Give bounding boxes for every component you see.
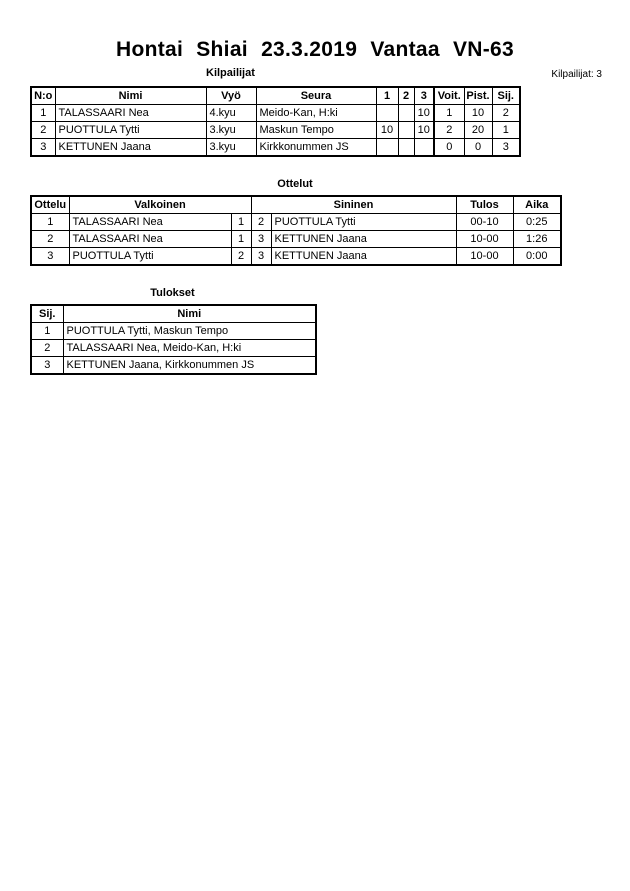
table-row xyxy=(31,139,520,157)
cell-sij: 2 xyxy=(31,340,63,357)
cell-no: 1 xyxy=(31,105,55,122)
table-row xyxy=(31,248,561,266)
cell-sij: 2 xyxy=(492,105,520,122)
col-nimi: Nimi xyxy=(63,305,316,323)
cell-valkoinen-nimi: TALASSAARI Nea xyxy=(69,231,231,248)
ottelut-section-title: Ottelut xyxy=(277,178,313,190)
cell-match-2 xyxy=(398,105,414,122)
col-no: N:o xyxy=(31,87,55,105)
cell-aika: 0:00 xyxy=(513,248,561,266)
cell-valkoinen-nimi: TALASSAARI Nea xyxy=(69,214,231,231)
cell-sininen-nro: 3 xyxy=(251,231,271,248)
cell-valkoinen-nimi: PUOTTULA Tytti xyxy=(69,248,231,266)
cell-sininen-nimi: PUOTTULA Tytti xyxy=(271,214,456,231)
cell-match-3 xyxy=(414,139,434,157)
cell-match-2 xyxy=(398,139,414,157)
cell-nimi: KETTUNEN Jaana, Kirkkonummen JS xyxy=(63,357,316,375)
col-sininen: Sininen xyxy=(251,196,456,214)
cell-vyo: 3.kyu xyxy=(206,139,256,157)
cell-seura: Kirkkonummen JS xyxy=(256,139,376,157)
cell-sij: 1 xyxy=(492,122,520,139)
table-row xyxy=(31,105,520,122)
cell-voit: 0 xyxy=(434,139,464,157)
competitor-count: Kilpailijat: 3 xyxy=(551,69,602,80)
cell-sininen-nro: 3 xyxy=(251,248,271,266)
cell-no: 2 xyxy=(31,122,55,139)
table-row xyxy=(31,357,316,375)
cell-nimi: KETTUNEN Jaana xyxy=(55,139,206,157)
ottelut-table xyxy=(30,195,562,266)
col-nimi: Nimi xyxy=(55,87,206,105)
cell-match-1: 10 xyxy=(376,122,398,139)
col-match-2: 2 xyxy=(398,87,414,105)
col-match-1: 1 xyxy=(376,87,398,105)
cell-aika: 0:25 xyxy=(513,214,561,231)
cell-ottelu-nro: 1 xyxy=(31,214,69,231)
col-voit: Voit. xyxy=(434,87,464,105)
col-sij: Sij. xyxy=(492,87,520,105)
table-row xyxy=(31,214,561,231)
col-seura: Seura xyxy=(256,87,376,105)
cell-match-2 xyxy=(398,122,414,139)
cell-nimi: TALASSAARI Nea, Meido-Kan, H:ki xyxy=(63,340,316,357)
cell-sij: 3 xyxy=(492,139,520,157)
col-aika: Aika xyxy=(513,196,561,214)
col-match-3: 3 xyxy=(414,87,434,105)
ottelut-header-row xyxy=(31,196,561,214)
kilpailijat-table xyxy=(30,86,521,157)
cell-ottelu-nro: 3 xyxy=(31,248,69,266)
table-row xyxy=(31,122,520,139)
cell-tulos: 00-10 xyxy=(456,214,513,231)
page-title: Hontai Shiai 23.3.2019 Vantaa VN-63 xyxy=(115,38,514,61)
table-row xyxy=(31,340,316,357)
cell-seura: Meido-Kan, H:ki xyxy=(256,105,376,122)
cell-sij: 3 xyxy=(31,357,63,375)
cell-valkoinen-nro: 2 xyxy=(231,248,251,266)
cell-sij: 1 xyxy=(31,323,63,340)
col-ottelu: Ottelu xyxy=(31,196,69,214)
cell-sininen-nimi: KETTUNEN Jaana xyxy=(271,231,456,248)
cell-nimi: PUOTTULA Tytti xyxy=(55,122,206,139)
table-row xyxy=(31,323,316,340)
cell-seura: Maskun Tempo xyxy=(256,122,376,139)
cell-vyo: 3.kyu xyxy=(206,122,256,139)
cell-aika: 1:26 xyxy=(513,231,561,248)
cell-pist: 20 xyxy=(464,122,492,139)
col-pist: Pist. xyxy=(464,87,492,105)
tulokset-section-title: Tulokset xyxy=(150,287,195,299)
cell-pist: 0 xyxy=(464,139,492,157)
cell-nimi: TALASSAARI Nea xyxy=(55,105,206,122)
col-sij: Sij. xyxy=(31,305,63,323)
meta-row xyxy=(0,67,630,82)
kilpailijat-header-row xyxy=(31,87,520,105)
col-vyo: Vyö xyxy=(206,87,256,105)
cell-voit: 1 xyxy=(434,105,464,122)
cell-match-3: 10 xyxy=(414,105,434,122)
col-tulos: Tulos xyxy=(456,196,513,214)
cell-match-1 xyxy=(376,139,398,157)
cell-sininen-nimi: KETTUNEN Jaana xyxy=(271,248,456,266)
cell-sininen-nro: 2 xyxy=(251,214,271,231)
kilpailijat-section-title: Kilpailijat xyxy=(206,67,255,79)
table-row xyxy=(31,231,561,248)
tulokset-table xyxy=(30,304,317,375)
cell-valkoinen-nro: 1 xyxy=(231,214,251,231)
cell-match-3: 10 xyxy=(414,122,434,139)
cell-tulos: 10-00 xyxy=(456,248,513,266)
cell-tulos: 10-00 xyxy=(456,231,513,248)
cell-voit: 2 xyxy=(434,122,464,139)
cell-vyo: 4.kyu xyxy=(206,105,256,122)
cell-pist: 10 xyxy=(464,105,492,122)
tulokset-header-row xyxy=(31,305,316,323)
cell-ottelu-nro: 2 xyxy=(31,231,69,248)
cell-no: 3 xyxy=(31,139,55,157)
cell-match-1 xyxy=(376,105,398,122)
cell-valkoinen-nro: 1 xyxy=(231,231,251,248)
col-valkoinen: Valkoinen xyxy=(69,196,251,214)
cell-nimi: PUOTTULA Tytti, Maskun Tempo xyxy=(63,323,316,340)
